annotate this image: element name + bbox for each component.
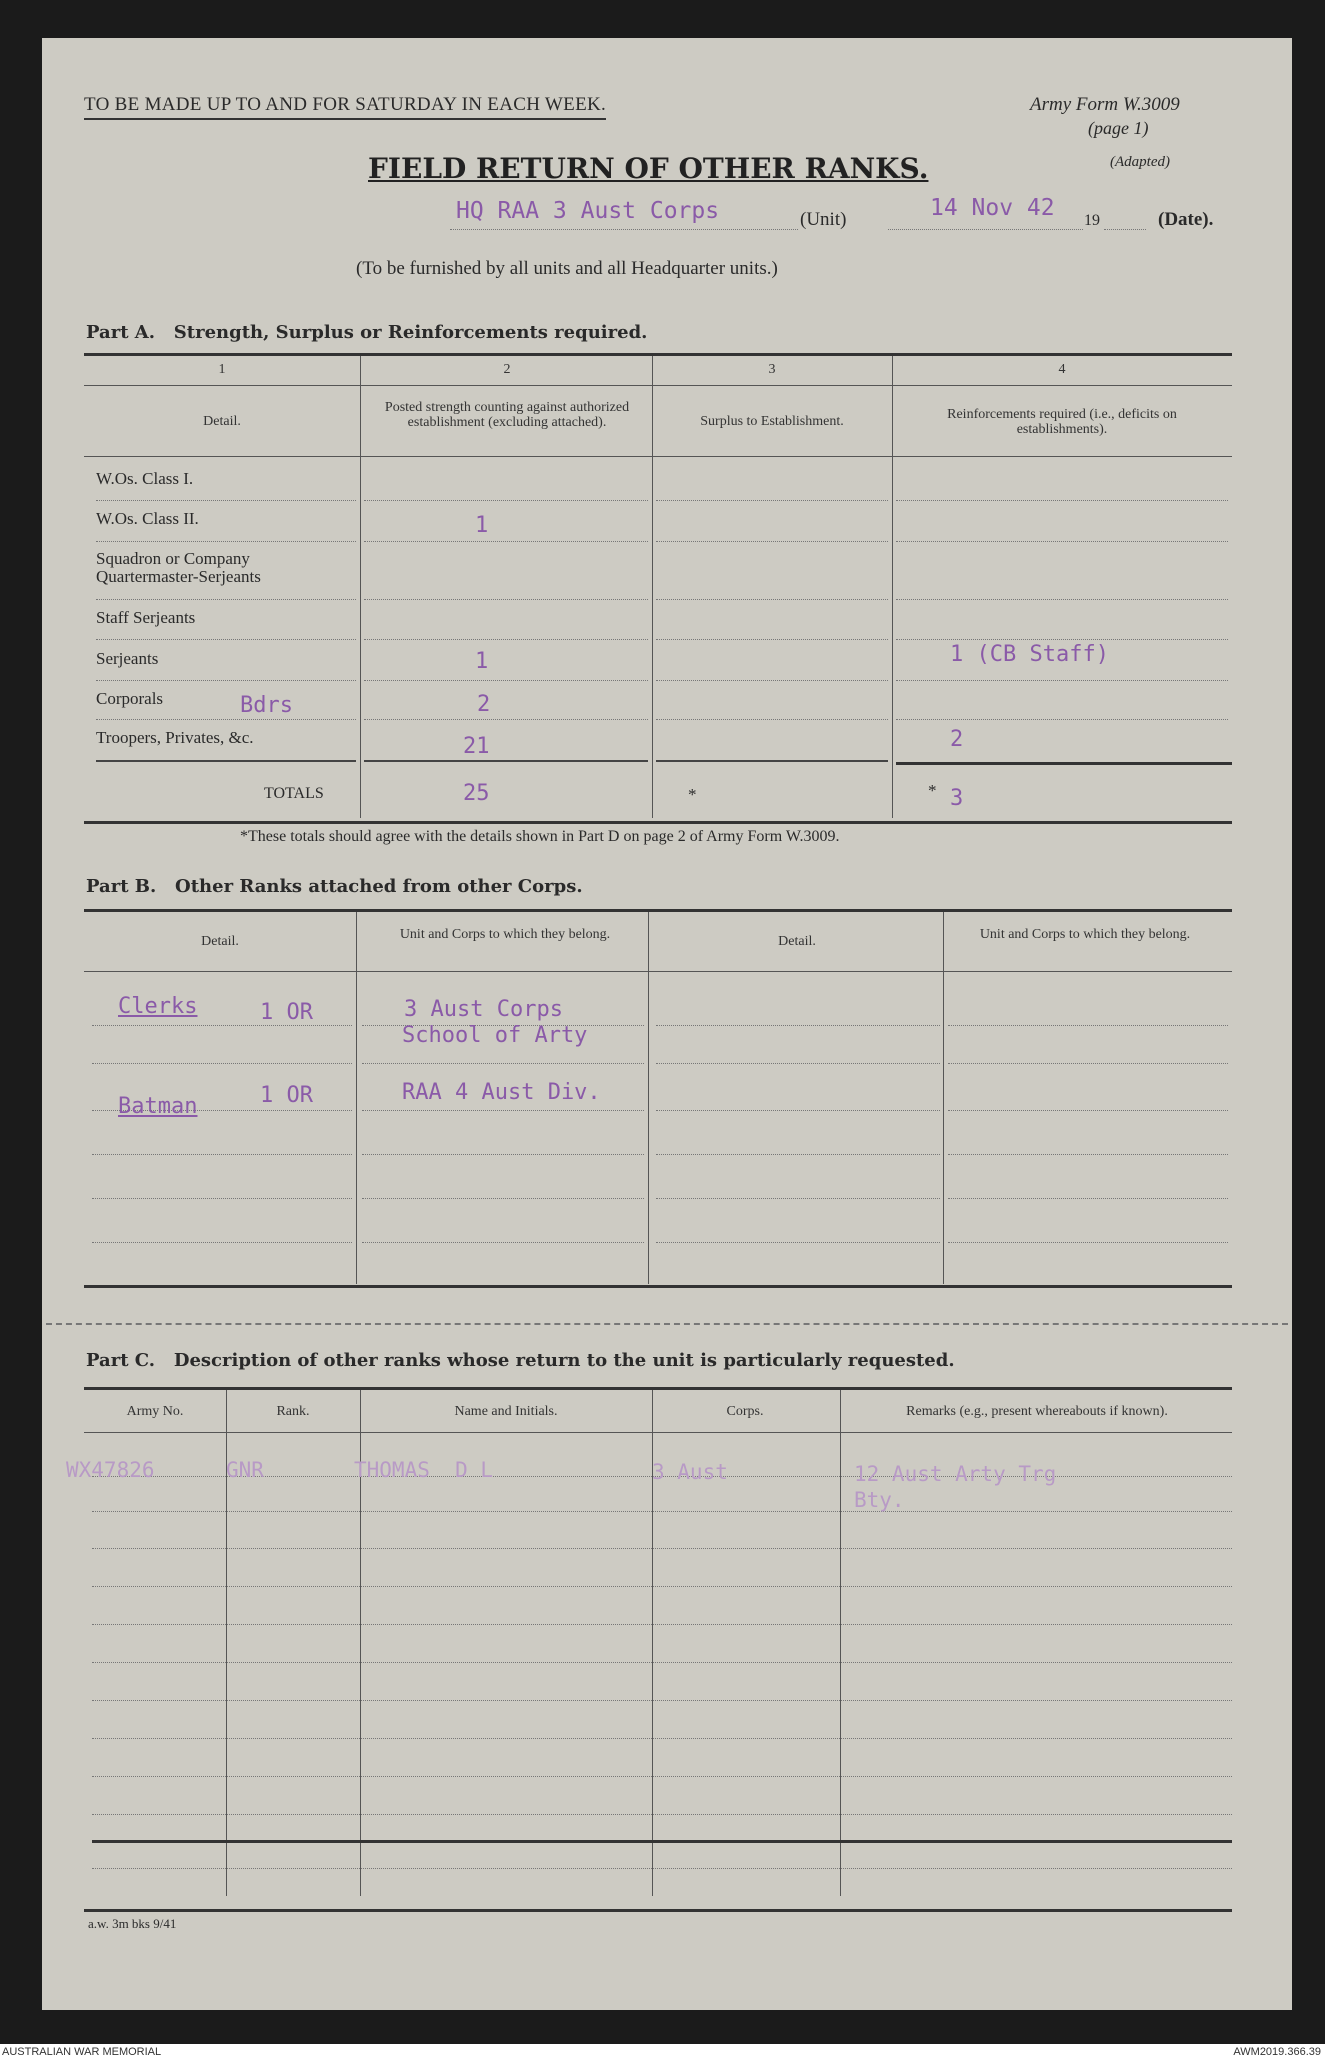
part-b-heading: Part B. Other Ranks attached from other Corps. — [86, 876, 583, 897]
form-reference: Army Form W.3009 — [1030, 94, 1180, 115]
part-c-header-remarks: Remarks (e.g., present whereabouts if known). — [906, 1404, 1168, 1419]
totals-surplus-mark: * — [688, 785, 697, 804]
attached-unit-clerks-line2: School of Arty — [402, 1023, 588, 1048]
row-label-cqms: Squadron or Company Quartermaster-Serjeants — [96, 549, 261, 586]
part-b-header-detail-left: Detail. — [201, 934, 239, 949]
header-posted-strength: Posted strength counting against authorized establishment (excluding attached). — [384, 400, 630, 430]
posted-wo-class-2: 1 — [475, 513, 489, 538]
part-c-header-corps: Corps. — [726, 1404, 764, 1419]
posted-troopers: 21 — [463, 734, 490, 759]
archive-name: AUSTRALIAN WAR MEMORIAL — [2, 2046, 162, 2058]
part-c-header-army-no: Army No. — [126, 1404, 184, 1419]
col-number-3: 3 — [768, 362, 776, 377]
row-label-staff-serjeants: Staff Serjeants — [96, 608, 196, 627]
part-b-header-detail-right: Detail. — [778, 934, 816, 949]
header-surplus: Surplus to Establishment. — [700, 414, 844, 429]
attached-detail-batman: Batman — [118, 1094, 198, 1119]
requested-name: THOMAS D L — [354, 1458, 494, 1482]
requested-remarks-line1: 12 Aust Arty Trg — [854, 1462, 1057, 1486]
attached-unit-batman: RAA 4 Aust Div. — [402, 1080, 601, 1105]
attached-count-clerks: 1 OR — [260, 1000, 313, 1025]
unit-label: (Unit) — [800, 209, 847, 230]
form-subtitle: (To be furnished by all units and all Headquarter units.) — [356, 258, 778, 279]
requested-corps: 3 Aust — [652, 1460, 728, 1484]
form-title: FIELD RETURN OF OTHER RANKS. — [368, 152, 929, 185]
totals-reinf-mark: * — [928, 781, 937, 800]
row-label-corporals: Corporals — [96, 689, 164, 708]
attached-detail-clerks: Clerks — [118, 994, 198, 1019]
date-label: (Date). — [1158, 209, 1214, 230]
part-c-header-name: Name and Initials. — [454, 1404, 558, 1419]
row-label-troopers: Troopers, Privates, &c. — [96, 728, 254, 747]
header-detail: Detail. — [203, 414, 241, 429]
reinf-serjeants: 1 (CB Staff) — [950, 642, 1109, 667]
attached-count-batman: 1 OR — [260, 1083, 313, 1108]
year-prefix: 19 — [1084, 212, 1100, 229]
row-label-wo-class-2: W.Os. Class II. — [96, 509, 199, 528]
part-c-header-rank: Rank. — [276, 1404, 310, 1419]
part-a-heading: Part A. Strength, Surplus or Reinforcements required. — [86, 322, 648, 343]
requested-rank: GNR — [226, 1458, 264, 1482]
adapted-note: (Adapted) — [1110, 154, 1170, 170]
col-number-4: 4 — [1058, 362, 1066, 377]
part-a-footnote: *These totals should agree with the details shown in Part D on page 2 of Army Form W.3009. — [240, 828, 840, 845]
requested-remarks-line2: Bty. — [854, 1488, 905, 1512]
perforation-line — [46, 1323, 1288, 1325]
unit-value: HQ RAA 3 Aust Corps — [456, 198, 720, 224]
reinf-troopers: 2 — [950, 727, 964, 752]
corporals-note-bdrs: Bdrs — [240, 693, 293, 718]
totals-reinf: 3 — [950, 786, 964, 811]
col-number-2: 2 — [503, 362, 511, 377]
posted-serjeants: 1 — [475, 649, 489, 674]
print-code: a.w. 3m bks 9/41 — [88, 1916, 177, 1931]
posted-corporals: 2 — [477, 692, 491, 717]
row-label-serjeants: Serjeants — [96, 649, 159, 668]
part-c-heading: Part C. Description of other ranks whose return to the unit is particularly requested. — [86, 1350, 955, 1371]
archive-reference: AWM2019.366.39 — [1233, 2046, 1321, 2058]
instruction-line: TO BE MADE UP TO AND FOR SATURDAY IN EACH WEEK. — [84, 94, 606, 120]
attached-unit-clerks-line1: 3 Aust Corps — [404, 997, 563, 1022]
archive-footer — [0, 2044, 1325, 2061]
part-b-header-unit-right: Unit and Corps to which they belong. — [979, 927, 1191, 942]
col-number-1: 1 — [218, 362, 226, 377]
part-b-header-unit-left: Unit and Corps to which they belong. — [399, 927, 611, 942]
header-reinforcements: Reinforcements required (i.e., deficits on establishments). — [947, 407, 1177, 437]
page-indicator: (page 1) — [1088, 118, 1149, 138]
totals-posted: 25 — [463, 781, 490, 806]
date-value: 14 Nov 42 — [930, 195, 1055, 221]
requested-army-no: WX47826 — [66, 1458, 155, 1482]
totals-label: TOTALS — [264, 785, 324, 802]
row-label-wo-class-1: W.Os. Class I. — [96, 469, 194, 488]
